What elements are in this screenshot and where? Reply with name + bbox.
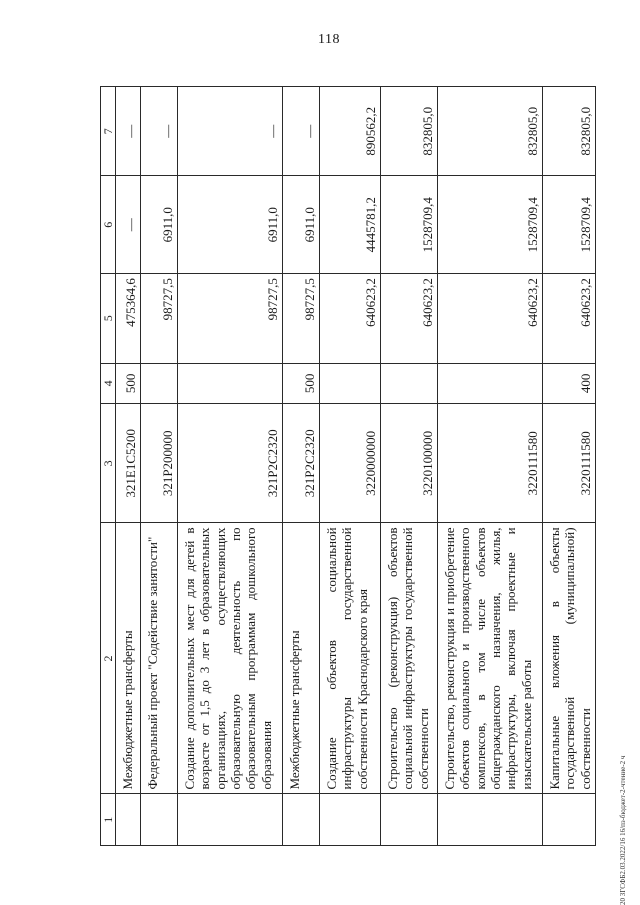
row-csr-code: 3220111580 [438, 404, 543, 523]
table-row [178, 87, 283, 846]
row-csr-code: 321P2С2320 [178, 404, 283, 523]
row-vr-code [141, 363, 178, 404]
row-amount-2024: 832805,0 [381, 87, 438, 176]
row-csr-code: 321P200000 [141, 404, 178, 523]
row-vr-code [320, 363, 381, 404]
table-row [141, 87, 178, 846]
header-col-6: 6 [101, 176, 116, 274]
row-name: Федеральный проект "Содействие занятости" [141, 523, 178, 794]
table-row [320, 87, 381, 846]
row-number [283, 794, 320, 846]
table-row [438, 87, 543, 846]
header-col-5: 5 [101, 274, 116, 363]
row-amount-2023: 6911,0 [141, 176, 178, 274]
page-number: 118 [318, 32, 340, 47]
row-vr-code: 500 [116, 363, 141, 404]
row-amount-2024: — [283, 87, 320, 176]
row-name: Строительство (реконструкция) объектов социальной инфраструктуры государственной собственности [381, 523, 438, 794]
row-csr-code: 3220100000 [381, 404, 438, 523]
row-vr-code: 500 [283, 363, 320, 404]
table-row [543, 87, 596, 846]
row-amount-2024: — [141, 87, 178, 176]
row-amount-2022: 640623,2 [438, 274, 543, 363]
document-code: 20 ЗГСФБ2.03.2022/16 16/пз-бюджет-2-чтение-2 ч [619, 755, 627, 905]
row-amount-2024: 890562,2 [320, 87, 381, 176]
row-amount-2023: 6911,0 [178, 176, 283, 274]
row-name: Капитальные вложения в объекты государственной (муниципальной) собственности [543, 523, 596, 794]
row-amount-2024: 832805,0 [543, 87, 596, 176]
row-amount-2023: 1528709,4 [381, 176, 438, 274]
row-amount-2024: — [178, 87, 283, 176]
budget-table-wrapper [100, 86, 616, 846]
row-amount-2023: 1528709,4 [438, 176, 543, 274]
table-row [116, 87, 141, 846]
row-name: Создание объектов социальной инфраструктуры государственной собственности Краснодарского края [320, 523, 381, 794]
row-name: Межбюджетные трансферты [116, 523, 141, 794]
row-number [116, 794, 141, 846]
row-amount-2023: 1528709,4 [543, 176, 596, 274]
row-number [320, 794, 381, 846]
header-col-3: 3 [101, 404, 116, 523]
row-vr-code [178, 363, 283, 404]
row-csr-code: 3220000000 [320, 404, 381, 523]
header-col-7: 7 [101, 87, 116, 176]
row-amount-2022: 475364,6 [116, 274, 141, 363]
row-amount-2023: 4445781,2 [320, 176, 381, 274]
table-row [283, 87, 320, 846]
row-vr-code [381, 363, 438, 404]
header-col-1: 1 [101, 794, 116, 846]
header-col-4: 4 [101, 363, 116, 404]
row-name: Межбюджетные трансферты [283, 523, 320, 794]
table-row [381, 87, 438, 846]
row-vr-code: 400 [543, 363, 596, 404]
row-amount-2022: 98727,5 [283, 274, 320, 363]
row-csr-code: 321P2С2320 [283, 404, 320, 523]
row-csr-code: 321E1С5200 [116, 404, 141, 523]
header-row [101, 87, 116, 846]
row-name: Строительство, реконструкция и приобретение объектов социального и производственного комплексов, в том числе объектов общегражданского назначения, жилья, инфраструктуры, включая проектные и изыскательские работы [438, 523, 543, 794]
row-amount-2022: 640623,2 [543, 274, 596, 363]
row-vr-code [438, 363, 543, 404]
row-amount-2024: 832805,0 [438, 87, 543, 176]
row-amount-2022: 640623,2 [381, 274, 438, 363]
row-amount-2022: 640623,2 [320, 274, 381, 363]
row-amount-2024: — [116, 87, 141, 176]
row-csr-code: 3220111580 [543, 404, 596, 523]
row-name: Создание дополнительных мест для детей в возрасте от 1,5 до 3 лет в образовательных организациях, осуществляющих образовательную деятельность по образовательным программам дошкольного образования [178, 523, 283, 794]
row-number [438, 794, 543, 846]
row-amount-2022: 98727,5 [178, 274, 283, 363]
row-number [178, 794, 283, 846]
budget-table [100, 86, 596, 846]
header-col-2: 2 [101, 523, 116, 794]
row-amount-2023: 6911,0 [283, 176, 320, 274]
row-amount-2022: 98727,5 [141, 274, 178, 363]
row-amount-2023: — [116, 176, 141, 274]
row-number [141, 794, 178, 846]
row-number [381, 794, 438, 846]
row-number [543, 794, 596, 846]
